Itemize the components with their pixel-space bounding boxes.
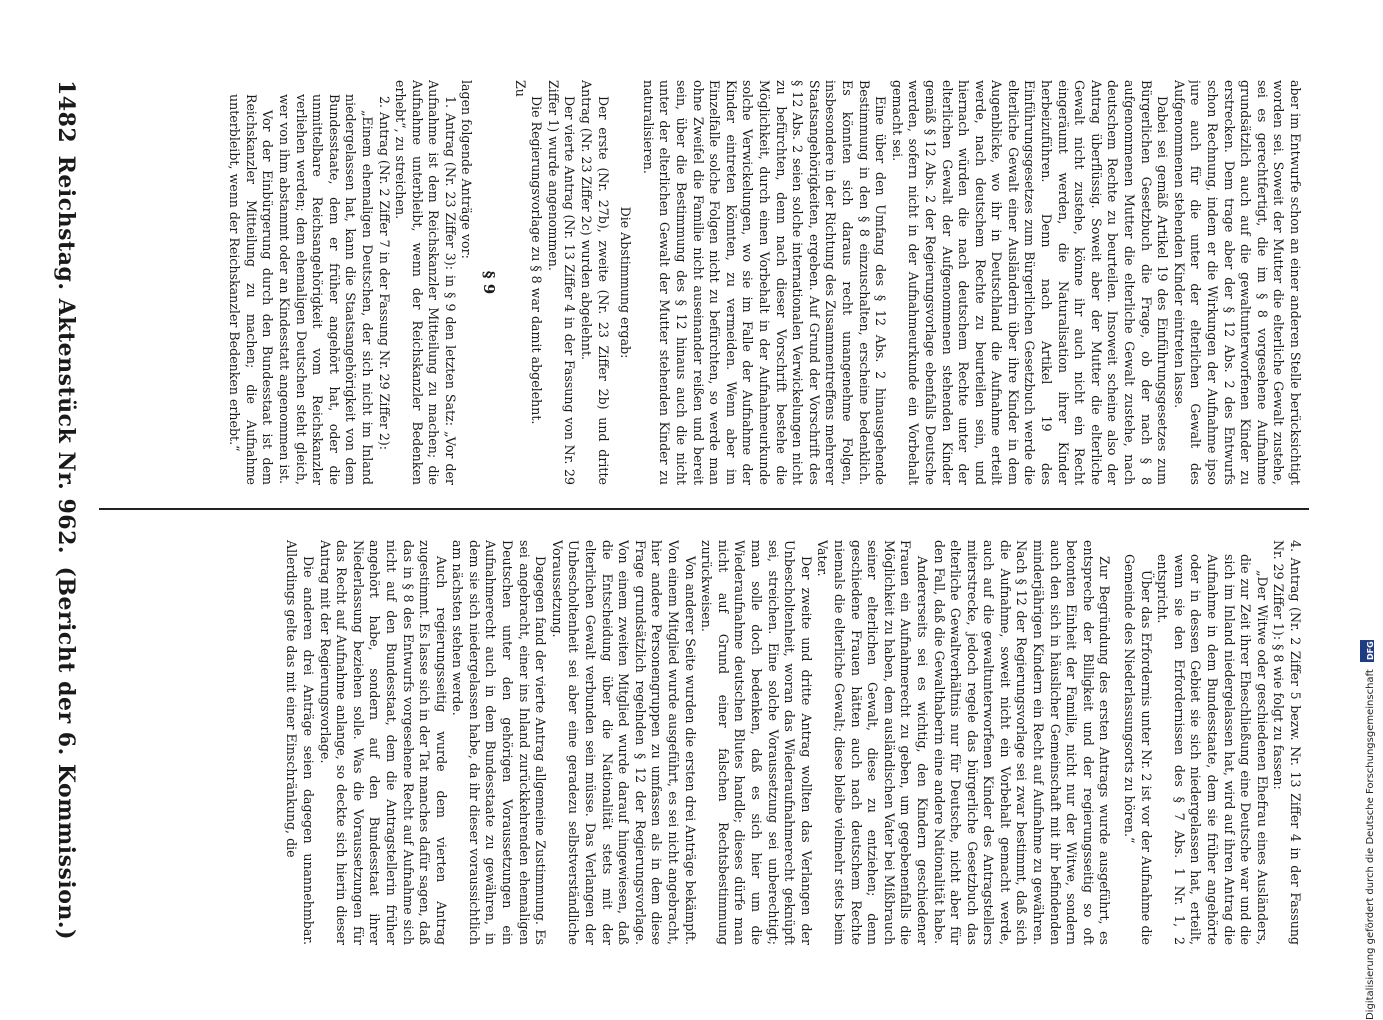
paragraph: Der vierte Antrag (Nr. 13 Ziffer 4 in der Fassung von Nr. 29 Ziffer 1) wurde angenommen.	[545, 80, 578, 485]
credit-text: Digitalisierung gefördert durch die Deutsche Forschungsgemeinschaft	[1365, 669, 1376, 1020]
paragraph: Dabei sei gemäß Artikel 19 des Einführungsgesetzes zum Bürgerlichen Gesetzbuch die Frage, ob der nach § 8 aufgenommenen Mutter die elterliche Gewalt zustehe, nach deutschem Rechte zu beurteilen. Insoweit scheine also der Antrag überflüssig. Soweit aber der Mutter die elterliche Gewalt nicht zustehe, könne ihr auch nicht ein Recht eingeräumt werden, die Naturalisation ihrer Kinder herbeizuführen. Denn nach Artikel 19 des Einführungsgesetzes zum Bürgerlichen Gesetzbuch werde die elterliche Gewalt einer Ausländerin über ihre Kinder in dem Augenblicke, wo ihr in Deutschland die Aufnahme erteilt werde, nach deutschem Rechte zu beurteilen sein, und hiernach würden die nach deutschem Rechte unter der elterlichen Gewalt der Aufgenommenen stehenden Kinder gemäß § 12 Abs. 2 der Regierungsvorlage ebenfalls Deutsche werden, sofern nicht in der Aufnahmeurkunde ein Vorbehalt gemacht sei.	[889, 80, 1171, 485]
dfg-logo-icon: DFG	[1360, 640, 1374, 662]
quote-paragraph: „Der Witwe oder geschiedenen Ehefrau eines Ausländers, die zur Zeit ihrer Eheschließung eine Deutsche war und die sich im Inland niedergelassen hat, wird auf ihren Antrag die Aufnahme in dem Bundesstaate, dem sie früher angehörte oder in dessen Gebiet sie sich niedergelassen hat, erteilt, wenn sie den Erfordernissen des § 7 Abs. 1 Nr. 1, 2 entspricht.	[1155, 554, 1270, 945]
paragraph: Der erste (Nr. 27b), zweite (Nr. 23 Ziffer 2b) und dritte Antrag (Nr. 23 Ziffer 2c) wurden abgelehnt.	[579, 80, 611, 485]
paragraph: Von anderer Seite wurden die ersten drei Anträge bekämpft. Von einem Mitglied wurde ausgeführt, es sei nicht angebracht, hier andere Personengruppen zu umfassen als in dem diese Frage grundsätzlich regelnden § 12 der Regierungsvorlage. Von einem zweiten Mitglied wurde darauf hingewiesen, daß die Entscheidung über die Nationalität stets mit der elterlichen Gewalt verbunden sein müsse. Das Verlangen der Unbescholtenheit sei aber eine geradezu selbstverständliche Voraussetzung.	[549, 540, 698, 945]
paragraph: Andererseits sei es wichtig, den Kindern geschiedener Frauen ein Aufnahmerecht zu geben, um gegebenenfalls die Möglichkeit zu haben, dem ausländischen Vater bei Mißbrauch seiner elterlichen Gewalt, diese zu entziehen; denn geschiedene Frauen hätten auch nach deutschem Rechte niemals die elterliche Gewalt; diese bleibe vielmehr stets beim Vater.	[815, 540, 930, 945]
paragraph: aber im Entwurfe schon an einer anderen Stelle berücksichtigt worden sei. Soweit der Mutter die elterliche Gewalt zustehe, sei es gerechtfertigt, die im § 8 vorgesehene Aufnahme grundsätzlich auch auf die gewaltunterworfenen Kinder zu erstrecken. Dem trage aber der § 12 Abs. 2 des Entwurfs schon Rechnung, indem er die Wirkungen der Aufnahme ipso jure auch für die unter der elterlichen Gewalt des Aufgenommenen stehenden Kinder eintreten lasse.	[1171, 80, 1303, 485]
paragraph: Zu	[512, 80, 528, 97]
list-item: 2. Antrag (Nr. 2 Ziffer 7 in der Fassung Nr. 29 Ziffer 2):	[376, 96, 392, 451]
column-divider	[99, 508, 1309, 510]
paragraph: Die Regierungsvorlage zu § 8 war damit abgelehnt.	[529, 96, 545, 425]
paragraph: Dagegen fand der vierte Antrag allgemeine Zustimmung. Es sei angebracht, einer ins Inland zurückkehrenden ehemaligen Deutschen unter den gehörigen Voraussetzungen ein Aufnahmerecht auch in dem Bundesstaate zu gewähren, in dem sie sich niedergelassen habe, da ihr dieser voraussichtlich am nächsten stehen werde.	[450, 540, 549, 945]
paragraph: Die anderen drei Anträge seien dagegen unannehmbar. Allerdings gelte das mit einer Einschränkung, die	[284, 540, 316, 945]
paragraph: Die Abstimmung ergab:	[618, 206, 634, 359]
digitization-credit	[1360, 640, 1376, 1020]
page-header	[49, 80, 83, 940]
section-heading: § 9	[480, 270, 499, 295]
left-column	[103, 540, 1303, 945]
paragraph: 4. Antrag (Nr. 2 Ziffer 5 bezw. Nr. 13 Ziffer 4 in der Fassung Nr. 29 Ziffer 1): § 8 wie folgt zu fassen:	[1271, 540, 1303, 945]
page-title: Reichstag. Aktenstück Nr. 962.	[53, 155, 79, 555]
paragraph: Zur Begründung des ersten Antrags wurde ausgeführt, es entspreche der Billigkeit und der regierungsseitig so oft betonten Einheit der Familie, nicht nur der Witwe, sondern auch den sich in häuslicher Gemeinschaft mit ihr befindenden minderjährigen Kindern ein Recht auf Aufnahme zu gewähren. Nach § 12 der Regierungsvorlage sei zwar bestimmt, daß sich die Aufnahme, soweit nicht ein Vorbehalt gemacht werde, auch auf die gewaltunterworfenen Kinder des Antragstellers miterstrecke, jedoch regele das bürgerliche Gesetzbuch das elterliche Gewaltverhältnis nur für Deutsche, nicht aber für den Fall, daß die Gewalthaberin eine andere Nationalität habe.	[931, 540, 1113, 945]
paragraph: Eine über den Umfang des § 12 Abs. 2 hinausgehende Bestimmung in den § 8 einzuschalten, erscheine bedenklich. Es könnten sich daraus recht unangenehme Folgen, insbesondere in der Richtung des Zusammentreffens mehrerer Staatsangehörigkeiten, ergeben. Auf Grund der Vorschrift des § 12 Abs. 2 seien solche internationalen Verwickelungen nicht zu befürchten, denn nach dieser Vorschrift bestehe die Möglichkeit, durch einen Vorbehalt in der Aufnahmeurkunde solche Verwickelungen, wo sie im Falle der Aufnahme der Kinder eintreten könnten, zu vermeiden. Wenn aber im Einzelfalle solche Folgen nicht zu befürchten, so werde man ohne Zweifel die Familie nicht auseinander reißen und bereit sein, über die Bestimmung des § 12 hinaus auch die nicht unter der elterlichen Gewalt der Mutter stehenden Kinder zu naturalisieren.	[640, 80, 889, 485]
page-number: 1482	[53, 80, 79, 144]
page-subtitle: (Bericht der 6. Kommission.)	[53, 566, 79, 940]
quote-paragraph: Vor der Einbürgerung durch den Bundesstaat ist dem Reichskanzler Mitteilung zu machen; die Aufnahme unterbleibt, wenn der Reichskanzler Bedenken erhebt.“	[227, 94, 276, 485]
right-column	[103, 80, 1303, 485]
paragraph: lagen folgende Anträge vor:	[459, 80, 475, 259]
list-item: 1. Antrag (Nr. 23 Ziffer 3): in § 9 den letzten Satz: „Vor der Aufnahme ist dem Reichskanzler Mitteilung zu machen; die Aufnahme unterbleibt, wenn der Reichskanzler Bedenken erhebt“, zu streichen.	[393, 80, 458, 485]
paragraph: Auch regierungsseitig wurde dem vierten Antrag zugestimmt. Es lasse sich in der Tat manches dafür sagen, daß das in § 8 des Entwurfs vorgesehene Recht auf Aufnahme sich nicht auf den Bundesstaat, dem die Antragstellerin früher angehört habe, sondern auf den Bundesstaat ihrer Niederlassung beziehen solle. Was die Voraussetzungen für das Recht auf Aufnahme anlange, so deckte sich hierin dieser Antrag mit der Regierungsvorlage.	[317, 540, 449, 945]
quote-paragraph: „Einem ehemaligen Deutschen, der sich nicht im Inland niedergelassen hat, kann die Staatsangehörigkeit von dem Bundesstaate, dem er früher angehört hat, oder die unmittelbare Reichsangehörigkeit vom Reichskanzler verliehen werden; dem ehemaligen Deutschen steht gleich, wer von ihm abstammt oder an Kindesstatt angenommen ist.	[276, 94, 375, 485]
quote-paragraph: Über das Erfordernis unter Nr. 2 ist vor der Aufnahme die Gemeinde des Niederlassungsorts zu hören.“	[1122, 554, 1154, 945]
paragraph: Der zweite und dritte Antrag wollten das Verlangen der Unbescholtenheit, woran das Wiederaufnahmerecht geknüpft sei, streichen. Eine solche Voraussetzung sei unberechtigt; man solle doch bedenken, daß es sich hier um die Wiederaufnahme deutschen Blutes handle; dieses dürfe man nicht auf Grund einer falschen Rechtsbestimmung zurückweisen.	[699, 540, 814, 945]
